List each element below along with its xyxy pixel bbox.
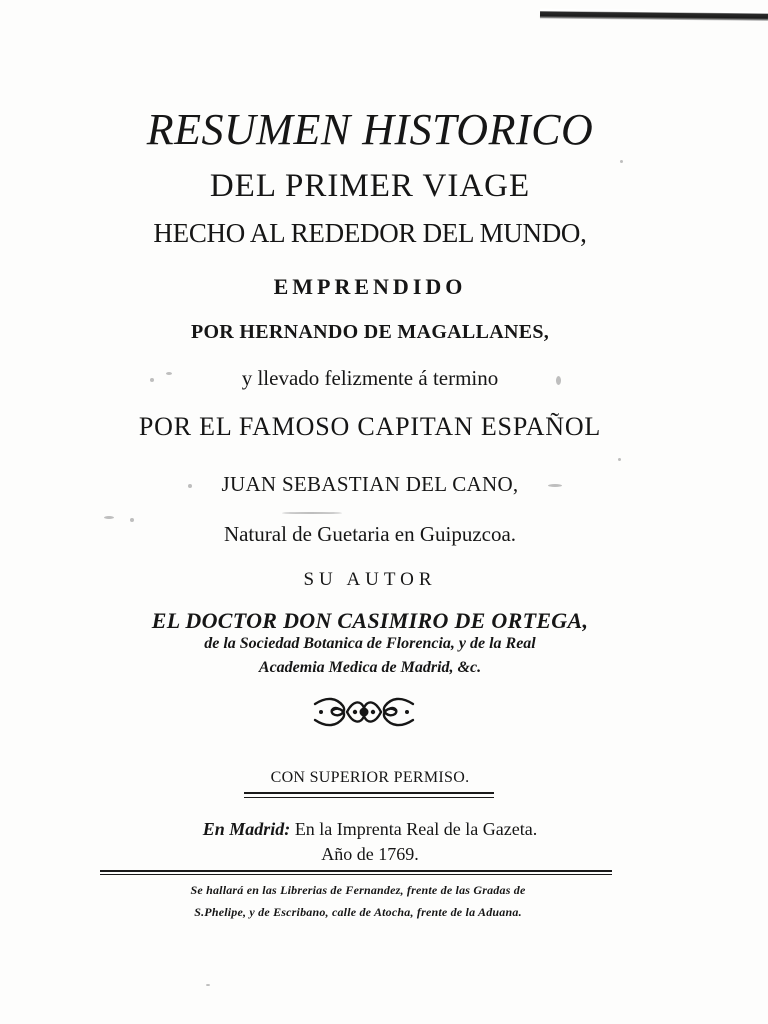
- imprint-press: En la Imprenta Real de la Gazeta.: [294, 819, 538, 839]
- bleed-through-speck: [548, 484, 562, 487]
- bleed-through-speck: [188, 484, 192, 488]
- bleed-through-speck: [150, 378, 154, 382]
- title-line-2: DEL PRIMER VIAGE: [209, 168, 531, 204]
- author-heading: SU AUTOR: [303, 569, 437, 590]
- title-line-3: HECHO AL REDEDOR DEL MUNDO,: [153, 218, 587, 248]
- bleed-through-speck: [282, 512, 342, 514]
- title-line-7: POR EL FAMOSO CAPITAN ESPAÑOL: [138, 412, 602, 441]
- title-line-8: JUAN SEBASTIAN DEL CANO,: [221, 472, 519, 496]
- sale-notice-line-2: S.Phelipe, y de Escribano, calle de Atocha, frente de la Aduana.: [194, 905, 522, 919]
- author-affiliation-line-1: de la Sociedad Botanica de Florencia, y de la Real: [204, 635, 536, 652]
- title-line-9: Natural de Guetaria en Guipuzcoa.: [223, 522, 517, 546]
- permission-notice: CON SUPERIOR PERMISO.: [270, 769, 470, 786]
- title-line-1: RESUMEN HISTORICO: [146, 105, 594, 154]
- bleed-through-speck: [618, 458, 621, 461]
- bleed-through-speck: [556, 376, 561, 385]
- imprint-place: En Madrid:: [202, 819, 291, 839]
- bleed-through-speck: [130, 518, 134, 522]
- bottom-divider-rule: [100, 870, 612, 872]
- author-affiliation-line-2: Academia Medica de Madrid, &c.: [258, 659, 482, 676]
- title-line-4: EMPRENDIDO: [273, 274, 467, 299]
- divider-rule: [244, 792, 494, 794]
- scan-edge-rule: [540, 9, 768, 21]
- imprint-year: Año de 1769.: [321, 844, 419, 864]
- imprint-line: [100, 820, 640, 838]
- printers-flourish-ornament-icon: [309, 694, 419, 730]
- bleed-through-speck: [206, 984, 210, 986]
- bottom-divider-rule-thin: [100, 874, 612, 875]
- divider-rule-thin: [244, 797, 494, 798]
- bleed-through-speck: [166, 372, 172, 375]
- bleed-through-speck: [620, 160, 623, 163]
- bleed-through-speck: [104, 516, 114, 519]
- author-name: EL DOCTOR DON CASIMIRO DE ORTEGA,: [151, 608, 589, 633]
- title-line-5: POR HERNANDO DE MAGALLANES,: [190, 321, 550, 343]
- sale-notice-line-1: Se hallará en las Librerias de Fernandez, frente de las Gradas de: [190, 883, 526, 897]
- title-line-6: y llevado felizmente á termino: [241, 366, 499, 390]
